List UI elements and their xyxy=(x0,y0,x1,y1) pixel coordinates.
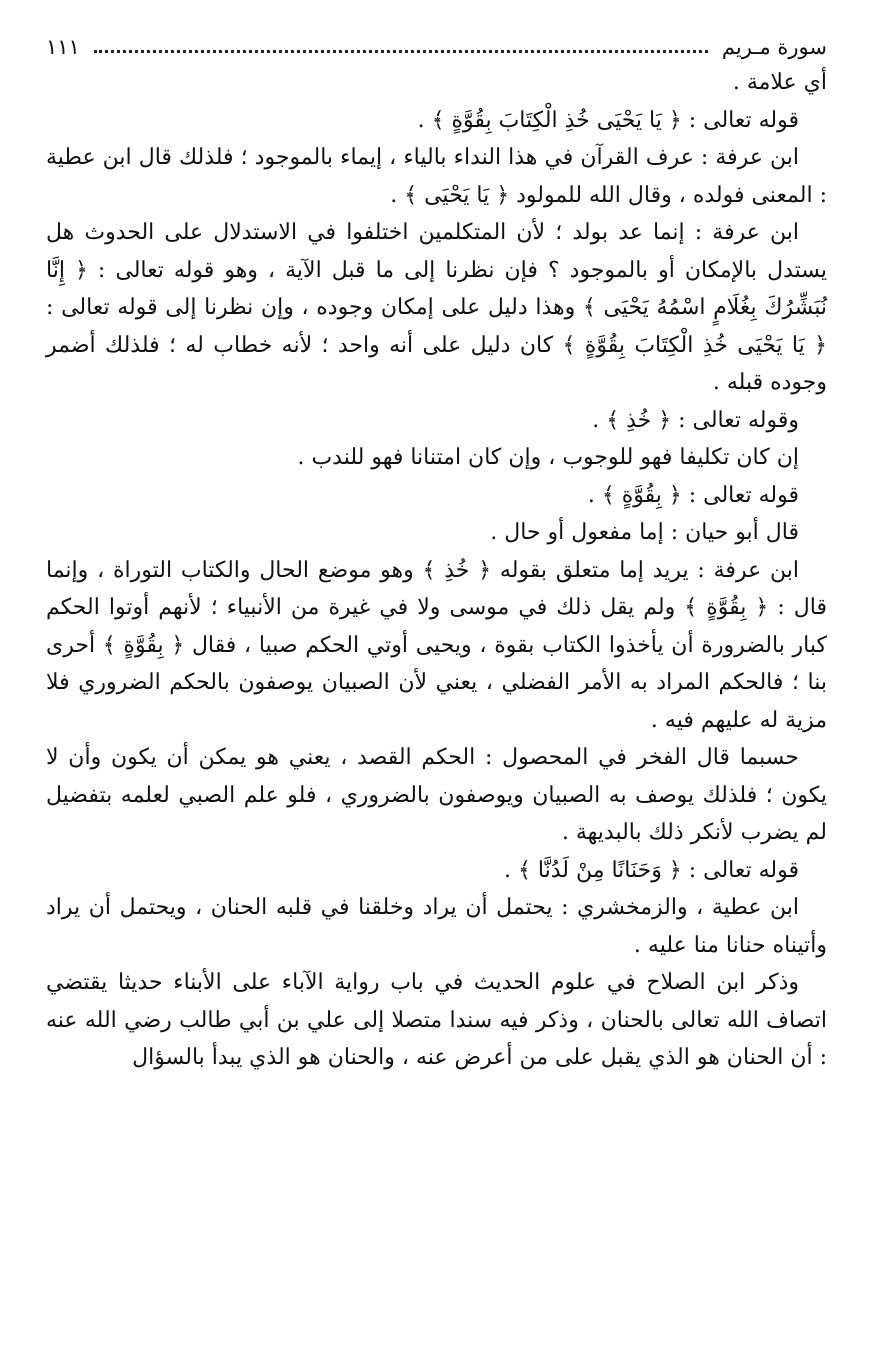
paragraph: قال أبو حيان : إما مفعول أو حال . xyxy=(490,520,799,545)
paragraph: قوله تعالى : ﴿ يَا يَحْيَى خُذِ الْكِتَابَ بِقُوَّةٍ ﴾ . xyxy=(417,107,799,133)
paragraph: حسبما قال الفخر في المحصول : الحكم القصد ، يعني هو يمكن أن يكون وأن لا يكون ؛ فلذلك يوصف به الصبيان ويوصفون بالضروري ، فلو علم الصبي لعلمه بتفضيل لم يضرب لأنكر ذلك بالبديهة . xyxy=(46,745,827,845)
header-leader-dots xyxy=(94,50,708,53)
paragraph: ابن عرفة : يريد إما متعلق بقوله ﴿ خُذِ ﴾ وهو موضع الحال والكتاب التوراة ، وإنما قال : ﴿ بِقُوَّةٍ ﴾ ولم يقل ذلك في موسى ولا في غيرة من الأنبياء ؛ لأنهم أوتوا الحكم كبار بالضرورة أن يأخذوا الكتاب بقوة ، ويحيى أوتي الحكم صبيا ، فقال ﴿ بِقُوَّةٍ ﴾ أحرى بنا ؛ فالحكم المراد به الأمر الفضلي ، يعني لأن الصبيان يوصفون بالحكم الضروري فلا مزية له عليهم فيه . xyxy=(46,557,827,733)
paragraph: إن كان تكليفا فهو للوجوب ، وإن كان امتنانا فهو للندب . xyxy=(297,445,799,470)
page-header xyxy=(46,30,827,64)
paragraph: قوله تعالى : ﴿ وَحَنَانًا مِنْ لَدُنَّا ﴾ . xyxy=(504,857,799,883)
paragraph: وذكر ابن الصلاح في علوم الحديث في باب رواية الآباء على الأبناء حديثا يقتضي اتصاف الله تعالى بالحنان ، وذكر فيه سندا متصلا إلى علي بن أبي طالب رضي الله عنه : أن الحنان هو الذي يقبل على من أعرض عنه ، والحنان هو الذي يبدأ بالسؤال xyxy=(46,970,827,1070)
page-body xyxy=(46,64,827,1077)
paragraph: ابن عطية ، والزمخشري : يحتمل أن يراد وخلقنا في قلبه الحنان ، ويحتمل أن يراد وأتيناه حنانا منا عليه . xyxy=(46,895,827,958)
paragraph: ابن عرفة : إنما عد بولد ؛ لأن المتكلمين اختلفوا في الاستدلال على الحدوث هل يستدل بالإمكان أو بالموجود ؟ فإن نظرنا إلى ما قبل الآية ، وهو قوله تعالى : ﴿ إِنَّا نُبَشِّرُكَ بِغُلَامٍ اسْمُهُ يَحْيَى ﴾ وهذا دليل على إمكان وجوده ، وإن نظرنا إلى قوله تعالى : ﴿ يَا يَحْيَى خُذِ الْكِتَابَ بِقُوَّةٍ ﴾ كان دليل على أنه واحد ؛ لأنه خطاب له ؛ فلذلك أضمر وجوده قبله . xyxy=(46,220,827,395)
paragraph: وقوله تعالى : ﴿ خُذِ ﴾ . xyxy=(592,407,799,433)
running-head-surah: سورة مـريم xyxy=(721,35,827,59)
paragraph: ابن عرفة : عرف القرآن في هذا النداء بالياء ، إيماء بالموجود ؛ فلذلك قال ابن عطية : المعنى فولده ، وقال الله للمولود ﴿ يَا يَحْيَى ﴾ . xyxy=(46,145,827,208)
page-number: ١١١ xyxy=(46,35,80,59)
paragraph: قوله تعالى : ﴿ بِقُوَّةٍ ﴾ . xyxy=(587,482,799,508)
paragraph: أي علامة . xyxy=(732,70,827,95)
